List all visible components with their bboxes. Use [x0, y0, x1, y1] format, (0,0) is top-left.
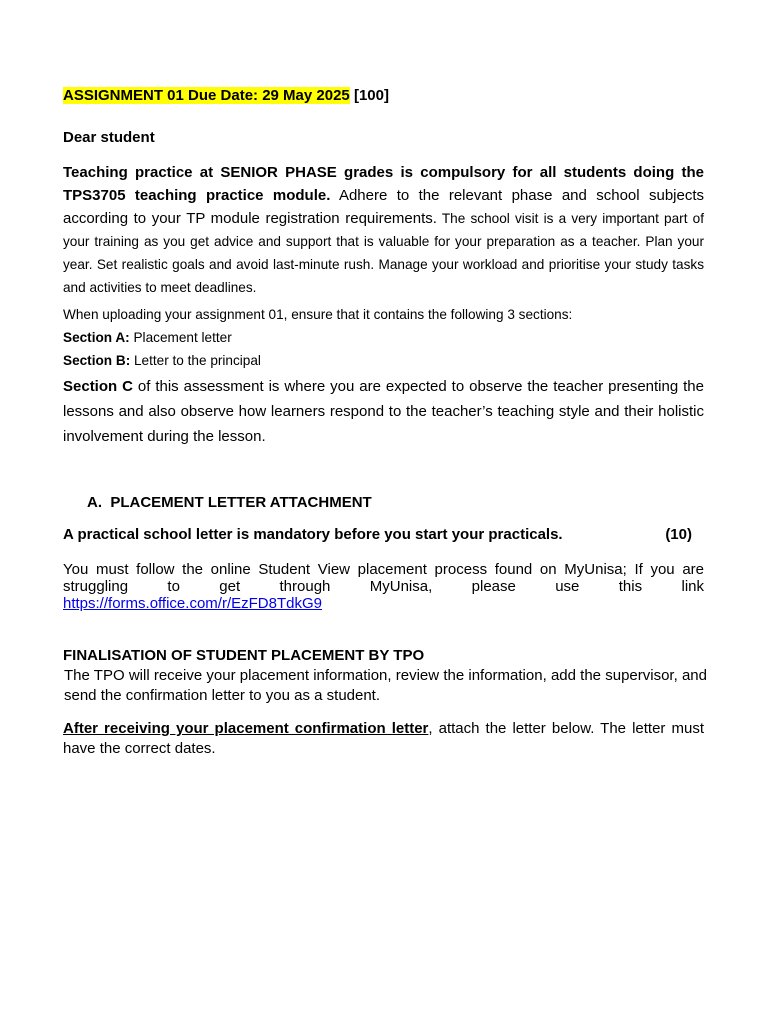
- intro-small: The school visit is a very important part of your training as you get advice and support that is valuable for your preparation as a teacher. Plan your year. Set realistic goals and avoid last-minute rush. Manage your workload and prioritise your study tasks and activities to meet deadlines.: [63, 211, 704, 295]
- finalisation-heading: FINALISATION OF STUDENT PLACEMENT BY TPO: [63, 647, 425, 664]
- section-c-text: of this assessment is where you are expected to observe the teacher presenting the lessons and also observe how learners respond to the teacher’s teaching style and their holistic involvement during the lesson.: [63, 378, 704, 445]
- section-a-text: Placement letter: [129, 330, 232, 345]
- mandatory-note: [63, 526, 692, 543]
- intro-paragraph: [63, 161, 704, 299]
- placement-form-link[interactable]: https://forms.office.com/r/EzFD8TdkG9: [63, 595, 322, 612]
- after-receiving-paragraph: [63, 719, 704, 759]
- assignment-header: [63, 87, 704, 104]
- total-marks: [100]: [353, 87, 389, 104]
- intro-normal: Adhere to the relevant phase and school subjects according to your TP module registration requirements.: [63, 187, 705, 227]
- section-c-paragraph: [63, 374, 704, 449]
- online-process-line1: You must follow the online Student View placement process found on MyUnisa; If you are: [63, 561, 704, 578]
- section-c-label: Section C: [63, 378, 133, 395]
- placement-letter-heading: [87, 494, 687, 511]
- intro-bold: Teaching practice at SENIOR PHASE grades is compulsory for all students doing the TPS3705 teaching practice module.: [63, 164, 704, 204]
- assignment-due-date-highlight: ASSIGNMENT 01 Due Date: 29 May 2025: [63, 87, 350, 104]
- finalisation-text: The TPO will receive your placement information, review the information, add the supervisor, and send the confirmation letter to you as a student.: [64, 667, 707, 704]
- upload-note: When uploading your assignment 01, ensure that it contains the following 3 sections:: [63, 307, 573, 322]
- section-a-list-item: [63, 330, 704, 345]
- mandatory-note-marks: (10): [665, 526, 692, 543]
- online-process-paragraph: [63, 561, 704, 612]
- after-receiving-text: , attach the letter below. The letter must have the correct dates.: [63, 720, 704, 757]
- after-receiving-underlined: After receiving your placement confirmation letter: [63, 720, 429, 737]
- section-b-label: Section B:: [63, 353, 131, 368]
- heading-number: A.: [87, 494, 102, 511]
- section-b-list-item: [63, 353, 704, 368]
- greeting: Dear student: [63, 129, 155, 146]
- online-process-line2: struggling to get through MyUnisa, please use this link: [63, 578, 704, 595]
- section-b-text: Letter to the principal: [130, 353, 261, 368]
- heading-title: PLACEMENT LETTER ATTACHMENT: [110, 494, 372, 511]
- mandatory-note-text: A practical school letter is mandatory before you start your practicals.: [63, 526, 563, 543]
- section-a-label: Section A:: [63, 330, 130, 345]
